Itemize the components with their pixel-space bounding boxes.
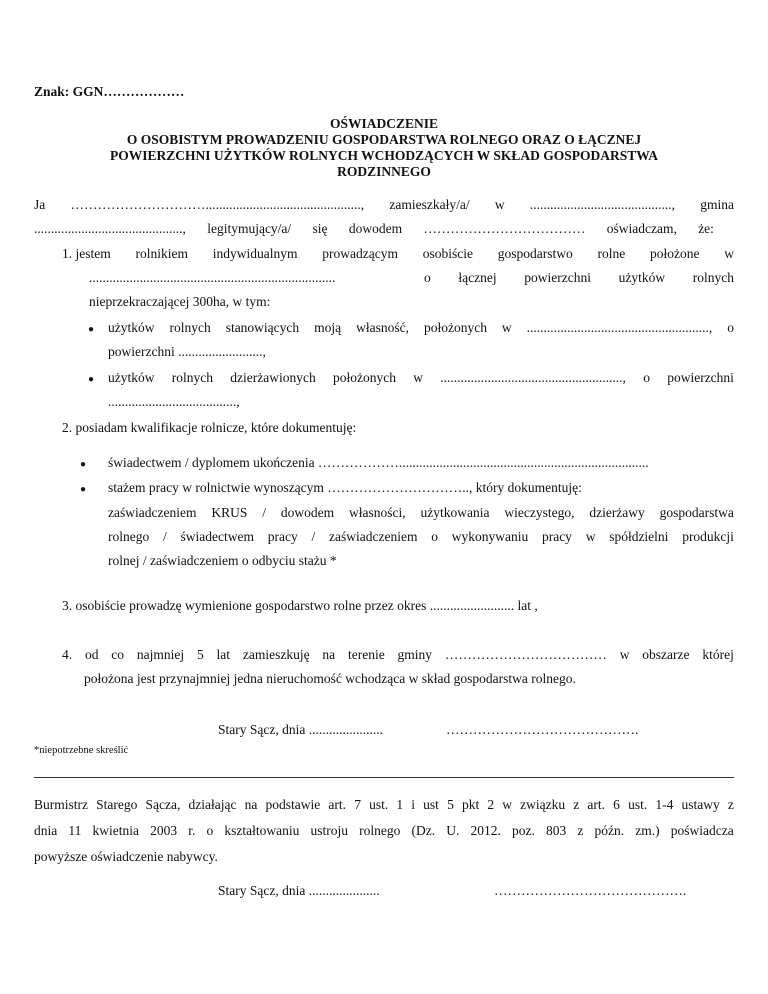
word: rolnych bbox=[171, 370, 214, 385]
word: pkt bbox=[461, 797, 480, 812]
word: podstawie bbox=[265, 797, 321, 812]
word: 4. bbox=[62, 647, 73, 662]
item1-bullet1-line-1 bbox=[108, 320, 734, 336]
item4-line-2: położona jest przynajmniej jedna nieruchomość wchodząca w skład gospodarstwa rolnego. bbox=[84, 671, 576, 686]
item4-line-1 bbox=[62, 647, 734, 663]
word: rolnych bbox=[692, 270, 734, 285]
word: moją bbox=[314, 320, 342, 335]
item1-bullet2-line-1 bbox=[108, 370, 734, 386]
word: w bbox=[413, 370, 424, 385]
word: 1-4 bbox=[655, 797, 674, 812]
item2-bullet2: stażem pracy w rolnictwie wynoszącym ………………………….., który dokumentuję: bbox=[108, 480, 582, 495]
word: położonych bbox=[423, 320, 487, 335]
word: ………………………….............................................., bbox=[70, 197, 365, 212]
word: gospodarstwo bbox=[497, 246, 573, 261]
word: gospodarstwa bbox=[659, 505, 734, 520]
word: ......................................................, bbox=[440, 370, 626, 385]
word: rolnego bbox=[359, 823, 401, 838]
word: rolnych bbox=[169, 320, 211, 335]
item1-location-dots: ......................................................................... bbox=[89, 270, 336, 285]
word: w bbox=[585, 529, 596, 544]
item1-bullet1-line-2: powierzchni ........................., bbox=[108, 344, 266, 359]
word: o bbox=[643, 370, 650, 385]
title-line-1: OŚWIADCZENIE bbox=[329, 116, 439, 131]
word: od bbox=[84, 647, 99, 662]
burmistrz-line-3: powyższe oświadczenie nabywcy. bbox=[34, 849, 218, 864]
word: 5 bbox=[196, 647, 204, 662]
word: 2003 bbox=[150, 823, 178, 838]
footnote: *niepotrzebne skreślić bbox=[34, 745, 129, 756]
word: użytków bbox=[618, 270, 666, 285]
item2-line-3 bbox=[108, 505, 734, 521]
word: zaświadczeniem bbox=[329, 529, 418, 544]
word: że: bbox=[698, 221, 714, 236]
word: obszarze bbox=[642, 647, 690, 662]
word: 803 bbox=[546, 823, 567, 838]
word: wykonywaniu bbox=[451, 529, 529, 544]
word: U. bbox=[446, 823, 460, 838]
word: której bbox=[702, 647, 734, 662]
word: prowadzącym bbox=[322, 246, 398, 261]
word: dzierżawy bbox=[589, 505, 645, 520]
word: najmniej bbox=[136, 647, 185, 662]
bullet-icon: ● bbox=[88, 324, 95, 335]
word: stanowiących bbox=[225, 320, 300, 335]
word: 6 bbox=[613, 797, 620, 812]
item2-line-4 bbox=[108, 529, 734, 545]
word: lat bbox=[216, 647, 231, 662]
word: z bbox=[577, 823, 584, 838]
word: o bbox=[424, 270, 431, 285]
bullet-icon: ● bbox=[88, 374, 95, 385]
word: działając bbox=[188, 797, 237, 812]
word: poświadcza bbox=[670, 823, 734, 838]
word: ............................................, bbox=[34, 221, 186, 236]
bullet-icon: ● bbox=[80, 484, 87, 495]
word: rolnego bbox=[108, 529, 150, 544]
item1-bullet2-line-2: ......................................, bbox=[108, 394, 240, 409]
word: ……………………………… bbox=[444, 647, 607, 662]
word: własności, bbox=[348, 505, 406, 520]
title-line-2: O OSOBISTYM PROWADZENIU GOSPODARSTWA ROLNEGO ORAZ O ŁĄCZNEJ bbox=[126, 132, 642, 147]
word: / bbox=[163, 529, 167, 544]
word: powierzchni bbox=[524, 270, 591, 285]
word: o bbox=[727, 320, 734, 335]
word: KRUS bbox=[211, 505, 248, 520]
word: 1 bbox=[396, 797, 404, 812]
word: zamieszkuję bbox=[242, 647, 310, 662]
word: w bbox=[501, 320, 512, 335]
title-line-3: POWIERZCHNI UŻYTKÓW ROLNYCH WCHODZĄCYCH W SKŁAD GOSPODARSTWA bbox=[109, 148, 659, 163]
word: kształtowaniu bbox=[224, 823, 300, 838]
word: kwietnia bbox=[92, 823, 139, 838]
word: rolne bbox=[597, 246, 626, 261]
word: o bbox=[206, 823, 214, 838]
word: gminy bbox=[397, 647, 433, 662]
word: produkcji bbox=[682, 529, 734, 544]
word: ……………………………… bbox=[423, 221, 586, 236]
item1-line-1 bbox=[62, 246, 734, 262]
word: terenie bbox=[347, 647, 385, 662]
word: świadectwem bbox=[180, 529, 254, 544]
word: ......................................................, bbox=[526, 320, 713, 335]
word: pracy bbox=[267, 529, 298, 544]
word: art. bbox=[328, 797, 347, 812]
signature1-place-date: Stary Sącz, dnia ...................... bbox=[218, 722, 383, 737]
word: art. bbox=[587, 797, 606, 812]
word: związku bbox=[520, 797, 566, 812]
word: Sącza, bbox=[145, 797, 181, 812]
word: w bbox=[502, 797, 512, 812]
word: gmina bbox=[700, 197, 734, 212]
word: 11 bbox=[68, 823, 82, 838]
word: 1. jestem bbox=[62, 246, 111, 261]
word: ust. bbox=[628, 797, 648, 812]
word: położone bbox=[649, 246, 700, 261]
item2-bullet1: świadectwem / dyplomem ukończenia ……………….......................................................................... bbox=[108, 455, 649, 470]
word: na bbox=[244, 797, 258, 812]
word: i bbox=[411, 797, 416, 812]
item2-line-5: rolnej / zaświadczeniem o odbyciu stażu * bbox=[108, 553, 337, 568]
word: .........................................., bbox=[529, 197, 675, 212]
word: r. bbox=[188, 823, 196, 838]
word: łącznej bbox=[458, 270, 497, 285]
word: dnia bbox=[34, 823, 58, 838]
signature2-place-date: Stary Sącz, dnia ..................... bbox=[218, 883, 380, 898]
word: późn. bbox=[594, 823, 625, 838]
word: o bbox=[431, 529, 438, 544]
word: ustawy bbox=[681, 797, 720, 812]
item2-line-1: 2. posiadam kwalifikacje rolnicze, które dokumentuję: bbox=[62, 420, 357, 435]
word: zm.) bbox=[635, 823, 660, 838]
word: dzierżawionych bbox=[230, 370, 316, 385]
word: się bbox=[312, 221, 328, 236]
word: ustroju bbox=[310, 823, 349, 838]
item1-line-3: nieprzekraczającej 300ha, w tym: bbox=[89, 294, 271, 309]
word: z bbox=[573, 797, 580, 812]
word: poz. bbox=[512, 823, 535, 838]
word: własność, bbox=[356, 320, 409, 335]
word: w bbox=[724, 246, 734, 261]
item1-line-2 bbox=[424, 270, 734, 286]
word: powierzchni bbox=[667, 370, 734, 385]
signature1-line: ……………………………………. bbox=[446, 722, 639, 737]
word: osobiście bbox=[422, 246, 473, 261]
word: z bbox=[727, 797, 734, 812]
word: / bbox=[262, 505, 266, 520]
intro-line-2 bbox=[34, 221, 714, 237]
burmistrz-line-1 bbox=[34, 797, 734, 813]
title-line-4: RODZINNEGO bbox=[337, 164, 431, 179]
word: Ja bbox=[34, 197, 46, 212]
bullet-icon: ● bbox=[80, 459, 87, 470]
word: dowodem bbox=[280, 505, 335, 520]
word: położonych bbox=[333, 370, 397, 385]
word: ust bbox=[423, 797, 439, 812]
signature2-line: ……………………………………. bbox=[494, 883, 687, 898]
item3-text: 3. osobiście prowadzę wymienione gospodarstwo rolne przez okres ......................... lat , bbox=[62, 598, 538, 613]
word: wieczystego, bbox=[504, 505, 575, 520]
word: zamieszkały/a/ bbox=[389, 197, 470, 212]
word: dowodem bbox=[348, 221, 403, 236]
burmistrz-line-2 bbox=[34, 823, 734, 839]
word: 5 bbox=[447, 797, 454, 812]
word: rolnikiem bbox=[135, 246, 188, 261]
word: oświadczam, bbox=[606, 221, 677, 236]
word: Burmistrz bbox=[34, 797, 88, 812]
word: ust. bbox=[369, 797, 389, 812]
word: zaświadczeniem bbox=[108, 505, 197, 520]
word: w bbox=[494, 197, 505, 212]
section-divider bbox=[34, 777, 734, 778]
word: 2 bbox=[487, 797, 495, 812]
word: 7 bbox=[354, 797, 361, 812]
word: na bbox=[322, 647, 336, 662]
word: użytków bbox=[108, 320, 155, 335]
word: 2012. bbox=[470, 823, 501, 838]
word: co bbox=[111, 647, 125, 662]
word: użytków bbox=[108, 370, 155, 385]
intro-line-1 bbox=[34, 197, 734, 213]
word: spółdzielni bbox=[609, 529, 669, 544]
word: legitymujący/a/ bbox=[207, 221, 292, 236]
word: Starego bbox=[96, 797, 138, 812]
word: (Dz. bbox=[411, 823, 436, 838]
word: pracy bbox=[541, 529, 572, 544]
word: / bbox=[311, 529, 316, 544]
document-sign: Znak: GGN……………… bbox=[34, 84, 185, 99]
word: w bbox=[619, 647, 630, 662]
word: indywidualnym bbox=[212, 246, 298, 261]
word: użytkowania bbox=[420, 505, 490, 520]
